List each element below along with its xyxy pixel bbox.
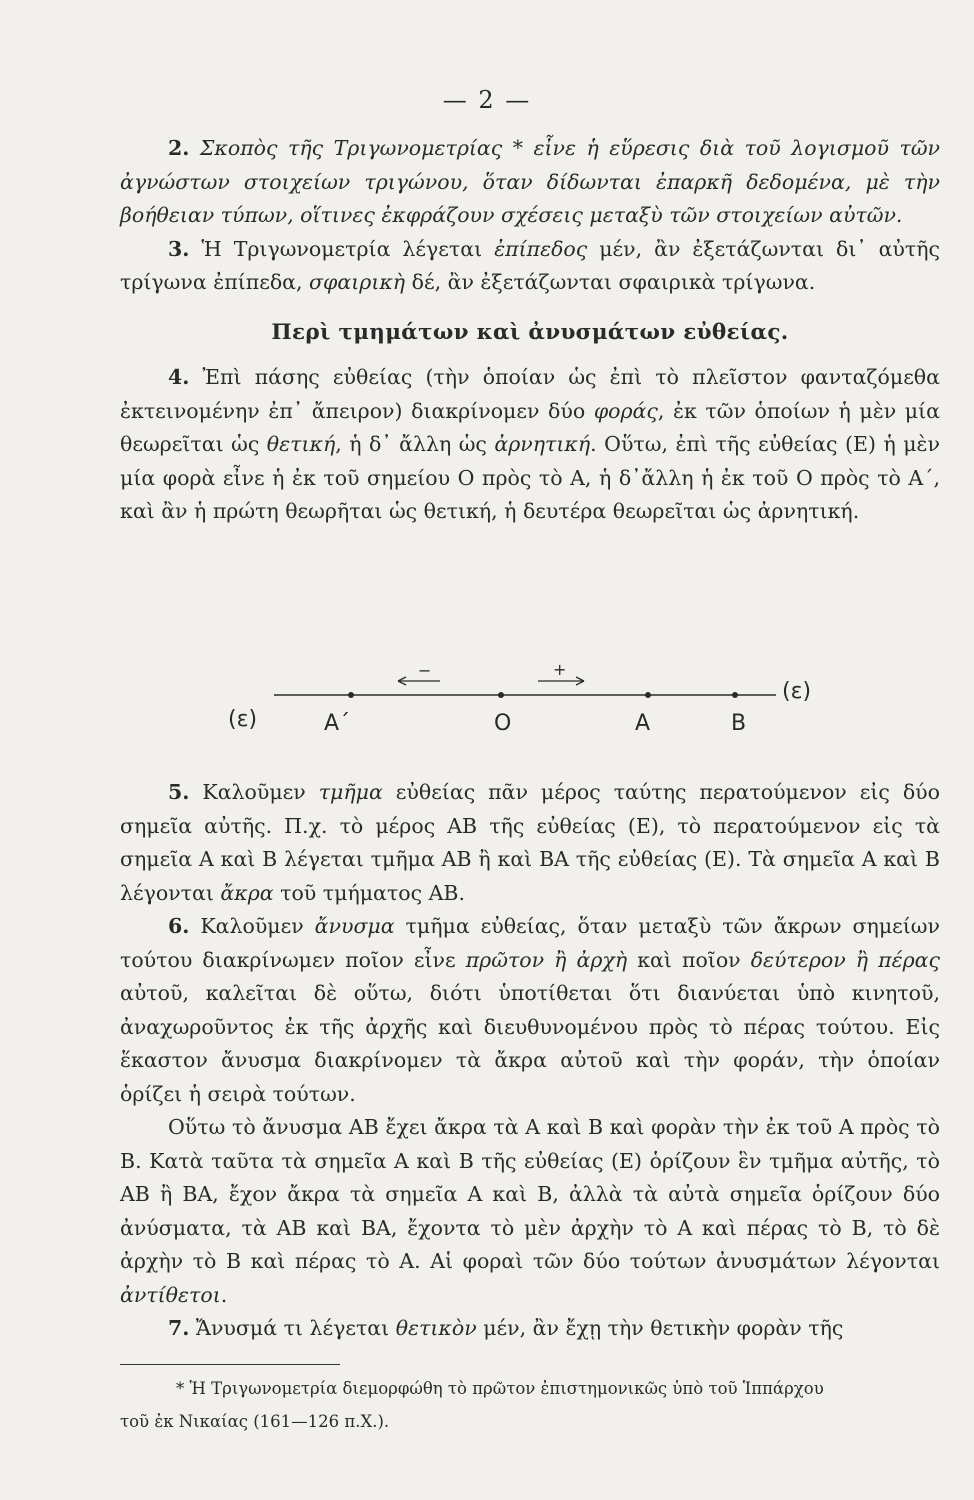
minus-sign: − (418, 661, 432, 680)
footnote-line-1: * Ἡ Τριγωνομετρία διεμορφώθη τὸ πρῶτον ἐπιστημονικῶς ὑπὸ τοῦ Ἱππάρχου (176, 1379, 824, 1398)
text-run: δέ, ἂν ἐξετάζωνται σφαιρικὰ τρίγωνα. (405, 270, 816, 294)
italic-term: φοράς (593, 398, 658, 423)
text-run: μέν, ἂν ἐξετάζωνται δι᾽ αὐτῆς τρίγωνα ἐπίπεδα, (120, 236, 940, 294)
paragraph-6 (120, 910, 940, 1111)
text-run: μέν, ἂν ἔχῃ τὴν θετικὴν φορὰν τῆς (476, 1316, 844, 1340)
footnote-line-2: τοῦ ἐκ Νικαίας (161—126 π.Χ.). (120, 1412, 390, 1431)
text-run: Ἐπὶ πάσης εὐθείας (τὴν ὁποίαν ὡς ἐπὶ τὸ πλεῖστον φανταζόμεθα ἐκτεινομένην ἐπ᾽ ἄπειρον) διακρίνομεν δύο (120, 365, 940, 423)
text-run: τοῦ τμήματος ΑΒ. (273, 880, 465, 905)
text-run: εὐθείας πᾶν μέρος ταύτης περατούμενον εἰς δύο σημεῖα αὐτῆς. Π.χ. τὸ μέρος ΑΒ τῆς εὐθείας (Ε), τὸ περατούμενον εἰς τὰ σημεῖα Α καὶ Β λέγεται τμῆμα ΑΒ ἢ καὶ ΒΑ τῆς εὐθείας (Ε). Τὰ σημεῖα Α καὶ Β λέγονται (120, 780, 940, 905)
text-run: Ἄνυσμά τι λέγεται (189, 1316, 396, 1340)
body-text-top (120, 132, 940, 529)
text-run: αὐτοῦ, καλεῖται δὲ οὕτω, διότι ὑποτίθεται ὅτι διανύεται ὑπὸ κινητοῦ, ἀναχωροῦντος ἐκ τῆς ἀρχῆς καὶ διευθυνομένου πρὸς τὸ πέρας τούτου. Εἰς ἕκαστον ἄνυσμα διακρίνομεν τὰ ἄκρα αὐτοῦ καὶ τὴν φοράν, τὴν ὁποίαν ὁρίζει ἡ σειρὰ τούτων. (120, 981, 940, 1106)
line-label-left: (ε) (228, 707, 258, 732)
section-number: 2. (168, 136, 190, 160)
label-o: O (494, 711, 512, 736)
italic-text: Σκοπὸς τῆς Τριγωνομετρίας * εἶνε ἡ εὕρεσις διὰ τοῦ λογισμοῦ τῶν ἀγνώστων στοιχείων τριγώνου, ὅταν δίδωνται ἐπαρκῆ δεδομένα, μὲ τὴν βοήθειαν τύπων, οἵτινες ἐκφράζουν σχέσεις μεταξὺ τῶν στοιχείων αὐτῶν. (120, 136, 940, 227)
label-b: B (731, 711, 747, 736)
label-a-prime: A΄ (324, 711, 351, 736)
footnote (120, 1372, 950, 1438)
text-run: Οὕτω τὸ ἄνυσμα ΑΒ ἔχει ἄκρα τὰ Α καὶ Β καὶ φορὰν τὴν ἐκ τοῦ Α πρὸς τὸ Β. Κατὰ ταῦτα τὰ σημεῖα Α καὶ Β τῆς εὐθείας (Ε) ὁρίζουν ἓν τμῆμα αὐτῆς, τὸ ΑΒ ἢ ΒΑ, ἔχον ἄκρα τὰ σημεῖα Α καὶ Β, ἀλλὰ τὰ αὐτὰ σημεῖα ὁρίζουν δύο ἀνύσματα, τὰ ΑΒ καὶ ΒΑ, ἔχοντα τὸ μὲν ἀρχὴν τὸ Α καὶ πέρας τὸ Β, τὸ δὲ ἀρχὴν τὸ Β καὶ πέρας τὸ Α. Αἱ φοραὶ τῶν δύο τούτων ἀνυσμάτων λέγονται (120, 1115, 940, 1273)
italic-term: ἀρνητική (494, 432, 591, 456)
text-run: Καλοῦμεν (189, 780, 319, 804)
italic-term: δεύτερον ἢ πέρας (750, 947, 940, 972)
footnote-rule (120, 1364, 340, 1365)
paragraph-2 (120, 132, 940, 233)
italic-term: πρῶτον ἢ ἀρχὴ (465, 947, 628, 972)
section-number: 4. (168, 365, 190, 389)
italic-term: τμῆμα (318, 780, 383, 804)
point-a (645, 692, 651, 698)
text-run: τμῆμα εὐθείας, ὅταν μεταξὺ τῶν ἄκρων σημείων τούτου διακρίνωμεν ποῖον εἶνε (120, 914, 940, 972)
line-diagram (228, 660, 812, 760)
paragraph-6b (120, 1111, 940, 1312)
point-a-prime (348, 692, 354, 698)
italic-term: ἀντίθετοι (120, 1282, 221, 1307)
paragraph-5 (120, 776, 940, 910)
italic-term: θετική (266, 432, 336, 456)
text-run: . (220, 1282, 228, 1307)
paragraph-7 (120, 1312, 940, 1346)
text-run: , ἡ δ᾽ ἄλλη ὡς (335, 432, 495, 456)
section-heading: Περὶ τμημάτων καὶ ἀνυσμάτων εὐθείας. (271, 319, 789, 345)
label-a: A (635, 711, 651, 736)
plus-sign: + (553, 660, 567, 679)
text-run: Ἡ Τριγωνομετρία λέγεται (189, 236, 495, 261)
italic-term: θετικὸν (395, 1316, 477, 1340)
section-number: 7. (168, 1316, 190, 1340)
section-number: 3. (168, 236, 190, 261)
point-o (498, 692, 504, 698)
section-number: 6. (168, 914, 190, 938)
italic-term: ἄνυσμα (314, 914, 395, 938)
section-number: 5. (168, 780, 190, 804)
page-number: — 2 — (442, 86, 532, 114)
paragraph-3 (120, 233, 940, 300)
text-run: , ἐκ τῶν ὁποίων ἡ μὲν μία θεωρεῖται ὡς (120, 398, 940, 456)
text-run: καὶ ποῖον (627, 947, 751, 972)
body-text-bottom (120, 776, 940, 1346)
text-run: Καλοῦμεν (189, 914, 315, 938)
italic-term: ἄκρα (220, 880, 274, 905)
text-run: . Οὕτω, ἐπὶ τῆς εὐθείας (Ε) ἡ μὲν μία φορὰ εἶνε ἡ ἐκ τοῦ σημείου Ο πρὸς τὸ Α, ἡ δ᾽ἄλλη ἡ ἐκ τοῦ Ο πρὸς τὸ Α΄, καὶ ἂν ἡ πρώτη θεωρῆται ὡς θετική, ἡ δευτέρα θεωρεῖται ὡς ἀρνητική. (120, 432, 941, 523)
italic-term: ἐπίπεδος (494, 236, 588, 261)
line-label-right: (ε) (782, 679, 812, 704)
point-b (732, 692, 738, 698)
italic-term: σφαιρικὴ (309, 270, 406, 294)
paragraph-4 (120, 361, 940, 529)
